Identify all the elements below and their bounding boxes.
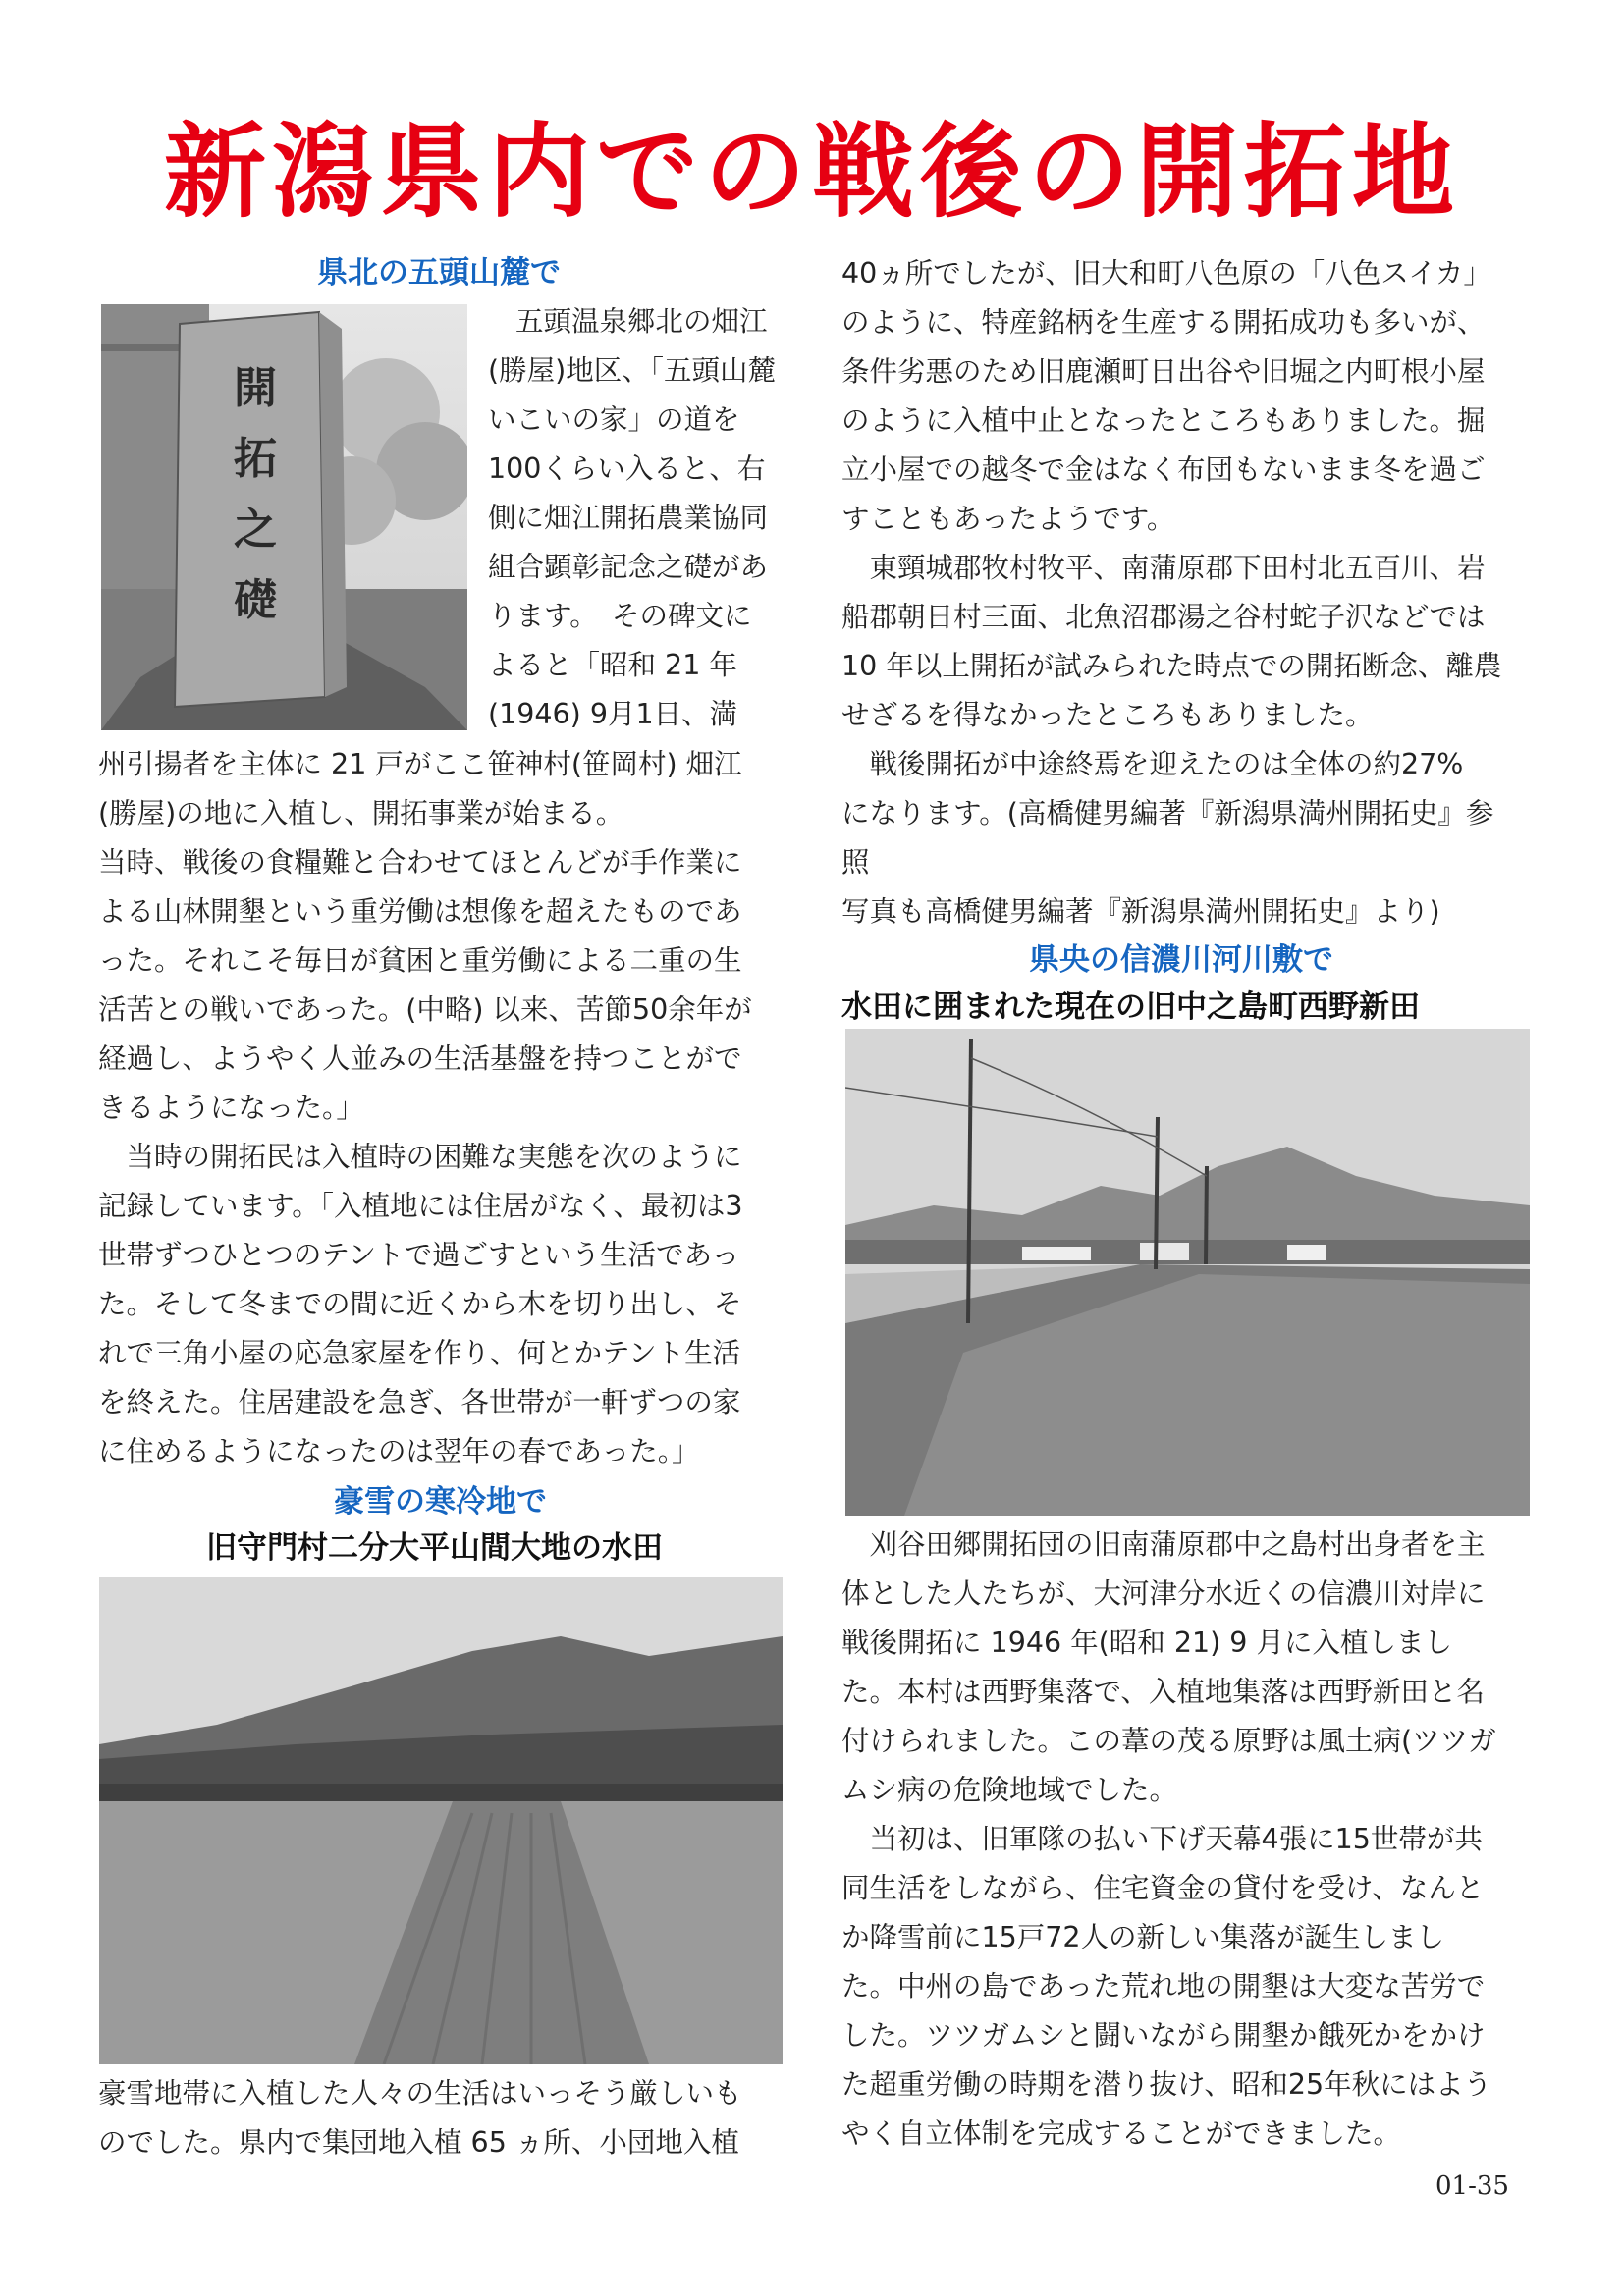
inscription-char: 拓 <box>234 434 277 484</box>
text-line: 照 <box>841 846 870 879</box>
text-line: 条件劣悪のため旧鹿瀬町日出谷や旧堀之内町根小屋 <box>841 355 1486 388</box>
text-line: 組合顕彰記念之礎があ <box>488 551 769 583</box>
text-line: た。本村は西野集落で、入植地集落は西野新田と名 <box>841 1676 1485 1708</box>
text-line: 付けられました。この葦の茂る原野は風土病(ツツガ <box>841 1725 1496 1757</box>
text-line: 10 年以上開拓が試みられた時点での開拓断念、離農 <box>841 650 1502 682</box>
text-line: 当時、戦後の食糧難と合わせてほとんどが手作業に <box>98 846 742 879</box>
text-line: 世帯ずつひとつのテントで過ごすという生活であっ <box>98 1239 740 1271</box>
text-line: のように入植中止となったところもありました。掘 <box>841 404 1486 437</box>
text-line: のでした。県内で集団地入植 65 ヵ所、小団地入植 <box>98 2126 739 2159</box>
text-line: た。そして冬までの間に近くから木を切り出し、そ <box>98 1288 742 1320</box>
text-line: のように、特産銘柄を生産する開拓成功も多いが、 <box>841 306 1486 339</box>
text-line: 東頸城郡牧村牧平、南蒲原郡下田村北五百川、岩 <box>841 552 1486 584</box>
text-line: 40ヵ所でしたが、旧大和町八色原の「八色スイカ」 <box>841 257 1491 290</box>
text-line: 体とした人たちが、大河津分水近くの信濃川対岸に <box>841 1577 1486 1610</box>
text-line: ムシ病の危険地域でした。 <box>841 1774 1178 1806</box>
text-line: た。中州の島であった荒れ地の開墾は大変な苦労で <box>841 1970 1486 2002</box>
text-line: 刈谷田郷開拓団の旧南蒲原郡中之島村出身者を主 <box>841 1528 1486 1561</box>
inscription-char: 開 <box>234 363 277 413</box>
page-number: 01-35 <box>1435 2171 1509 2201</box>
text-line: に住めるようになったのは翌年の春であった。」 <box>98 1435 700 1468</box>
text-line: 戦後開拓に 1946 年(昭和 21) 9 月に入植しまし <box>841 1627 1452 1659</box>
text-line: 活苦との戦いであった。(中略) 以来、苦節50余年が <box>98 993 752 1026</box>
section-heading-gozu: 県北の五頭山麓で <box>317 255 561 291</box>
text-line: 同生活をしながら、住宅資金の貸付を受け、なんと <box>841 1872 1485 1904</box>
text-line: 当時の開拓民は入植時の困難な実態を次のように <box>98 1141 742 1173</box>
text-line: を終えた。住居建設を急ぎ、各世帯が一軒ずつの家 <box>98 1386 741 1418</box>
text-line: れで三角小屋の応急家屋を作り、何とかテント生活 <box>98 1337 741 1369</box>
text-line: 州引揚者を主体に 21 戸がここ笹神村(笹岡村) 畑江 <box>98 748 742 780</box>
rice-field-photo-sumon <box>99 1577 783 2064</box>
inscription-char: 之 <box>234 505 277 555</box>
text-line: 戦後開拓が中途終焉を迎えたのは全体の約27% <box>841 748 1464 780</box>
text-line: 当初は、旧軍隊の払い下げ天幕4張に15世帯が共 <box>841 1823 1483 1855</box>
text-line: になります。(高橋健男編著『新潟県満州開拓史』参 <box>841 797 1494 829</box>
text-line: た超重労働の時期を潜り抜け、昭和25年秋にはよう <box>841 2068 1492 2101</box>
paragraph-left-continuation <box>98 740 795 1476</box>
text-line: 立小屋での越冬で金はなく布団もないまま冬を過ご <box>841 454 1486 486</box>
section-heading-shinano: 県央の信濃川河川敷で <box>1029 942 1333 978</box>
page-title: 新潟県内での戦後の開拓地 <box>163 112 1460 232</box>
text-line: 豪雪地帯に入植した人々の生活はいっそう厳しいも <box>98 2077 742 2109</box>
text-line: 写真も高橋健男編著『新潟県満州開拓史』より) <box>841 895 1440 928</box>
monument-inscription <box>221 353 290 636</box>
text-line: 五頭温泉郷北の畑江 <box>515 305 768 338</box>
text-line: よると「昭和 21 年 <box>488 649 737 681</box>
text-line: 経過し、ようやく人並みの生活基盤を持つことがで <box>98 1042 742 1075</box>
text-line: 100くらい入ると、右 <box>488 453 766 485</box>
paragraph-right-bottom <box>841 1521 1539 2159</box>
photo-caption-sumon: 旧守門村二分大平山間大地の水田 <box>206 1530 663 1566</box>
text-line: った。それこそ毎日が貧困と重労働による二重の生 <box>98 944 742 977</box>
text-line: か降雪前に15戸72人の新しい集落が誕生しまし <box>841 1921 1445 1953</box>
text-line: すこともあったようです。 <box>841 503 1175 535</box>
text-line: した。ツツガムシと闘いながら開墾か餓死かをかけ <box>841 2019 1486 2052</box>
text-line: せざるを得なかったところもありました。 <box>841 699 1374 731</box>
inscription-char: 礎 <box>234 575 277 625</box>
text-line: (1946) 9月1日、満 <box>488 698 738 730</box>
section-heading-snow: 豪雪の寒冷地で <box>334 1484 547 1520</box>
text-line: (勝屋)の地に入植し、開拓事業が始まる。 <box>98 797 624 829</box>
text-line: いこいの家」の道を <box>488 403 740 436</box>
text-line: 船郡朝日村三面、北魚沼郡湯之谷村蛇子沢などでは <box>841 601 1486 633</box>
text-line: ります。 その碑文に <box>488 600 752 632</box>
paragraph-right-top <box>841 249 1539 936</box>
text-line: 側に畑江開拓農業協同 <box>488 502 769 534</box>
text-line: よる山林開墾という重労働は想像を超えたものであ <box>98 895 742 928</box>
text-line: やく自立体制を完成することができました。 <box>841 2117 1402 2150</box>
text-line: (勝屋)地区、「五頭山麓 <box>488 354 776 387</box>
paragraph-beside-photo <box>488 297 787 739</box>
rice-field-photo-nishino <box>845 1029 1530 1516</box>
photo-caption-nakanoshima: 水田に囲まれた現在の旧中之島町西野新田 <box>841 989 1420 1025</box>
paragraph-snow <box>98 2069 795 2167</box>
text-line: 記録しています。「入植地には住居がなく、最初は3 <box>98 1190 743 1222</box>
text-line: きるようになった。」 <box>98 1092 364 1124</box>
